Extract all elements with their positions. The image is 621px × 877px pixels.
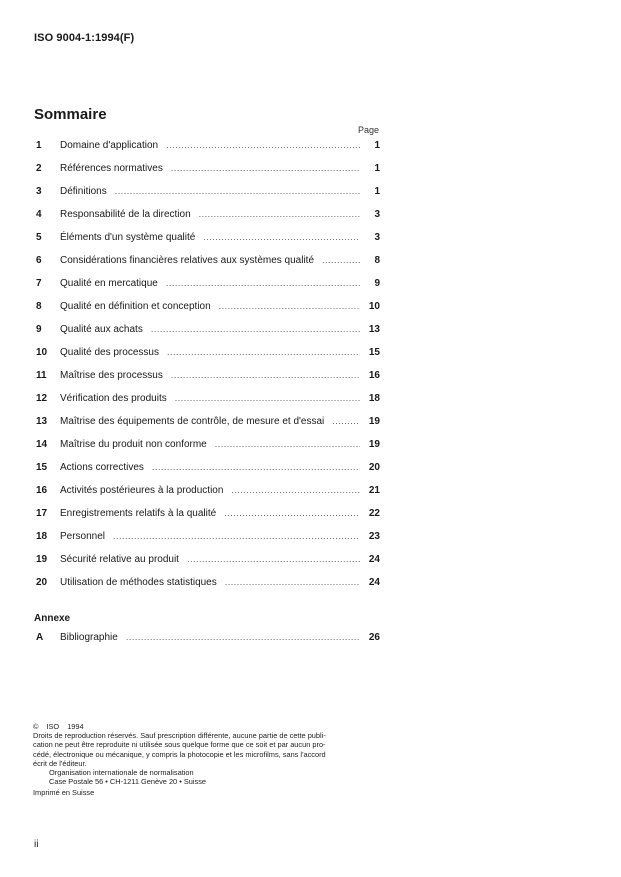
toc-entry-title: Vérification des produits — [60, 393, 167, 404]
toc-entry-number: 17 — [36, 508, 48, 519]
annex-heading: Annexe — [34, 613, 71, 624]
toc-entry-number: 5 — [36, 232, 42, 243]
toc-entry-title: Définitions — [60, 186, 107, 197]
toc-entry-page: 1 — [374, 140, 380, 151]
toc-entry-13[interactable] — [36, 416, 380, 439]
toc-entry-title: Enregistrements relatifs à la qualité — [60, 508, 217, 519]
toc-entry-number: 1 — [36, 140, 42, 151]
toc-entry-number: 2 — [36, 163, 42, 174]
toc-leader-dots — [171, 370, 360, 380]
toc-entry-title: Qualité en définition et conception — [60, 301, 211, 312]
copyright-line — [33, 722, 383, 731]
toc-entry-number: 4 — [36, 209, 42, 220]
toc-entry-11[interactable] — [36, 370, 380, 393]
toc-entry-title: Actions correctives — [60, 462, 144, 473]
toc-entry-3[interactable] — [36, 186, 380, 209]
toc-leader-dots — [187, 554, 360, 564]
organization-address: Case Postale 56 • CH-1211 Genève 20 • Suisse — [49, 777, 207, 787]
toc-entry-number: 3 — [36, 186, 42, 197]
toc-entry-2[interactable] — [36, 163, 380, 186]
toc-entry-12[interactable] — [36, 393, 380, 416]
toc-entry-page: 13 — [368, 324, 380, 335]
toc-entry-7[interactable] — [36, 278, 380, 301]
toc-entry-title: Qualité aux achats — [60, 324, 143, 335]
toc-entry-title: Domaine d'application — [60, 140, 159, 151]
toc-leader-dots — [225, 577, 360, 587]
toc-entry-19[interactable] — [36, 554, 380, 577]
toc-leader-dots — [224, 508, 360, 518]
copyright-symbol: © — [33, 722, 39, 731]
toc-entry-title: Activités postérieures à la production — [60, 485, 224, 496]
copyright-block — [33, 722, 383, 798]
toc-entry-number: 20 — [36, 577, 48, 588]
toc-entry-page: 18 — [368, 393, 380, 404]
toc-entry-number: 10 — [36, 347, 48, 358]
toc-entry-title: Qualité en mercatique — [60, 278, 158, 289]
toc-entry-number: A — [36, 632, 44, 643]
toc-leader-dots — [113, 531, 360, 541]
copyright-year: 1994 — [67, 722, 84, 731]
toc-entry-title: Maîtrise du produit non conforme — [60, 439, 207, 450]
toc-entry-16[interactable] — [36, 485, 380, 508]
toc-entry-title: Maîtrise des processus — [60, 370, 163, 381]
toc-leader-dots — [199, 209, 360, 219]
toc-entry-page: 26 — [368, 632, 380, 643]
toc-leader-dots — [203, 232, 360, 242]
toc-leader-dots — [115, 186, 360, 196]
toc-entry-title: Maîtrise des équipements de contrôle, de mesure et d'essai — [60, 416, 325, 427]
copyright-notice-line: cation ne peut être reproduite ni utilisée sous quelque forme que ce soit et par aucun pro- — [33, 740, 326, 750]
toc-entry-page: 8 — [374, 255, 380, 266]
toc-entry-15[interactable] — [36, 462, 380, 485]
toc-entry-title: Considérations financières relatives aux systèmes qualité — [60, 255, 315, 266]
copyright-notice-line: Droits de reproduction réservés. Sauf prescription différente, aucune partie de cette publi- — [33, 731, 326, 741]
toc-entry-page: 1 — [374, 186, 380, 197]
copyright-holder: ISO — [46, 722, 60, 731]
toc-entry-9[interactable] — [36, 324, 380, 347]
toc-leader-dots — [171, 163, 360, 173]
toc-leader-dots — [332, 416, 360, 426]
toc-entry-title: Qualité des processus — [60, 347, 159, 358]
toc-entry-page: 19 — [368, 439, 380, 450]
toc-leader-dots — [126, 632, 360, 642]
toc-entry-title: Bibliographie — [60, 632, 118, 643]
toc-entry-number: 19 — [36, 554, 48, 565]
toc-entry-page: 1 — [374, 163, 380, 174]
toc-leader-dots — [175, 393, 360, 403]
toc-entry-14[interactable] — [36, 439, 380, 462]
toc-entry-page: 23 — [368, 531, 380, 542]
toc-entry-title: Sécurité relative au produit — [60, 554, 179, 565]
toc-entry-page: 21 — [368, 485, 380, 496]
toc-entry-page: 3 — [374, 209, 380, 220]
toc-entry-8[interactable] — [36, 301, 380, 324]
toc-entry-number: 11 — [36, 370, 47, 381]
toc-entry-page: 20 — [368, 462, 380, 473]
toc-entry-20[interactable] — [36, 577, 380, 600]
toc-entry-page: 22 — [368, 508, 380, 519]
toc-entry-page: 15 — [368, 347, 380, 358]
toc-leader-dots — [219, 301, 360, 311]
toc-leader-dots — [322, 255, 360, 265]
toc-entry-title: Responsabilité de la direction — [60, 209, 191, 220]
page-number: ii — [34, 839, 39, 850]
toc-entry-title: Références normatives — [60, 163, 163, 174]
toc-leader-dots — [167, 347, 360, 357]
copyright-notice-line: cédé, électronique ou mécanique, y compris la photocopie et les microfilms, sans l'accord — [33, 749, 326, 759]
copyright-notice-line: écrit de l'éditeur. — [33, 758, 87, 768]
table-of-contents — [36, 140, 380, 600]
annex-list — [36, 632, 380, 655]
toc-leader-dots — [152, 462, 360, 472]
toc-leader-dots — [231, 485, 360, 495]
organization-name: Organisation internationale de normalisation — [49, 768, 194, 778]
toc-entry-4[interactable] — [36, 209, 380, 232]
printed-in: Imprimé en Suisse — [33, 788, 95, 798]
toc-entry-number: 18 — [36, 531, 48, 542]
toc-entry-title: Personnel — [60, 531, 106, 542]
toc-leader-dots — [215, 439, 360, 449]
toc-entry-number: 7 — [36, 278, 42, 289]
toc-entry-number: 15 — [36, 462, 48, 473]
page-title: Sommaire — [34, 106, 107, 123]
toc-entry-number: 9 — [36, 324, 42, 335]
page-column-label: Page — [358, 125, 380, 135]
toc-entry-18[interactable] — [36, 531, 380, 554]
toc-entry-title: Éléments d'un système qualité — [60, 232, 196, 243]
toc-leader-dots — [166, 140, 360, 150]
toc-entry-page: 16 — [368, 370, 380, 381]
toc-entry-page: 10 — [368, 301, 380, 312]
toc-entry-title: Utilisation de méthodes statistiques — [60, 577, 217, 588]
toc-entry-6[interactable] — [36, 255, 380, 278]
toc-entry-5[interactable] — [36, 232, 380, 255]
toc-leader-dots — [166, 278, 360, 288]
toc-entry-page: 3 — [374, 232, 380, 243]
document-id-header: ISO 9004-1:1994(F) — [34, 32, 135, 44]
toc-entry-1[interactable] — [36, 140, 380, 163]
toc-entry-annex-a[interactable] — [36, 632, 380, 655]
toc-entry-10[interactable] — [36, 347, 380, 370]
toc-entry-number: 14 — [36, 439, 48, 450]
toc-entry-17[interactable] — [36, 508, 380, 531]
toc-leader-dots — [151, 324, 360, 334]
toc-entry-number: 6 — [36, 255, 42, 266]
toc-entry-page: 24 — [368, 577, 380, 588]
toc-entry-page: 24 — [368, 554, 380, 565]
toc-entry-page: 9 — [374, 278, 380, 289]
toc-entry-number: 13 — [36, 416, 48, 427]
toc-entry-number: 16 — [36, 485, 48, 496]
toc-entry-number: 8 — [36, 301, 42, 312]
toc-entry-page: 19 — [368, 416, 380, 427]
toc-entry-number: 12 — [36, 393, 48, 404]
